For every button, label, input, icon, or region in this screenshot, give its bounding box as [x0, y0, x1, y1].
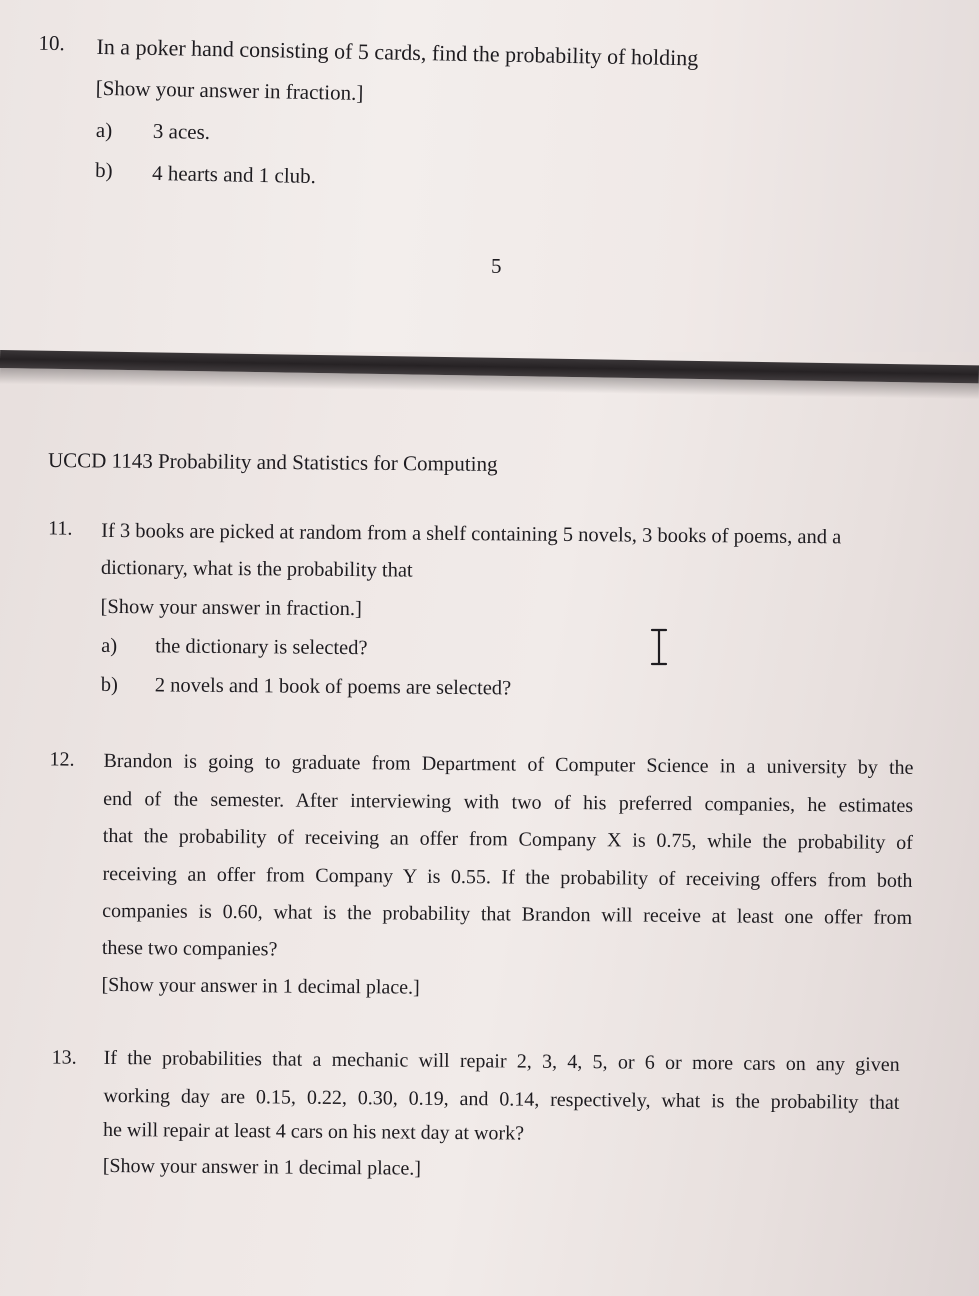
current-page: [0, 384, 979, 1296]
question-12-line-3: that the probability of receiving an offer from Company X is 0.75, while the probability of: [102, 824, 913, 854]
question-13-body: [103, 1040, 900, 1122]
question-12-line-2: end of the semester. After interviewing with two of his preferred companies, he estimates: [103, 787, 914, 817]
question-12-line-1: Brandon is going to graduate from Department of Computer Science in a university by the: [103, 749, 914, 779]
question-11-part-b-text: 2 novels and 1 book of poems are selected?: [154, 674, 512, 700]
question-11-line-2: dictionary, what is the probability that: [100, 556, 413, 582]
question-13-instruction: [Show your answer in 1 decimal place.]: [102, 1154, 422, 1180]
question-12-number: 12.: [49, 748, 75, 771]
question-12-line-6: these two companies?: [101, 936, 278, 961]
page-number: 5: [491, 254, 502, 278]
course-header: UCCD 1143 Probability and Statistics for Computing: [47, 448, 498, 476]
question-10-instruction: [Show your answer in fraction.]: [95, 75, 364, 105]
question-11-number: 11.: [48, 517, 73, 540]
question-10-part-a-label: a): [95, 117, 113, 143]
question-11-part-b-label: b): [100, 673, 119, 697]
question-13-line-1: If the probabilities that a mechanic will repair 2, 3, 4, 5, or 6 or more cars on any given: [103, 1046, 900, 1076]
question-11-part-a-text: the dictionary is selected?: [155, 635, 368, 660]
question-11-line-1: If 3 books are picked at random from a shelf containing 5 novels, 3 books of poems, and a: [101, 519, 842, 549]
question-12-instruction: [Show your answer in 1 decimal place.]: [101, 973, 420, 999]
previous-page: [0, 0, 979, 352]
question-13-line-2: working day are 0.15, 0.22, 0.30, 0.19, and 0.14, respectively, what is the probability that: [103, 1084, 900, 1114]
question-13: [0, 384, 979, 1213]
question-12-line-4: receiving an offer from Company Y is 0.55. If the probability of receiving offers from both: [102, 862, 913, 892]
question-10-stem: In a poker hand consisting of 5 cards, find the probability of holding: [96, 33, 699, 71]
question-12-line-5: companies is 0.60, what is the probability that Brandon will receive at least one offer from: [102, 899, 913, 929]
question-13-number: 13.: [51, 1046, 77, 1069]
question-13-line-3: he will repair at least 4 cars on his next day at work?: [102, 1118, 525, 1145]
question-10-part-a-text: 3 aces.: [152, 118, 211, 145]
question-11-part-a-label: a): [101, 634, 118, 658]
question-10-part-b-label: b): [94, 157, 113, 183]
question-10-number: 10.: [38, 30, 66, 56]
question-10-part-b-text: 4 hearts and 1 club.: [151, 160, 317, 189]
text-cursor-ibeam-icon: [648, 628, 670, 666]
question-10: [0, 0, 979, 371]
question-11-instruction: [Show your answer in fraction.]: [100, 595, 362, 621]
